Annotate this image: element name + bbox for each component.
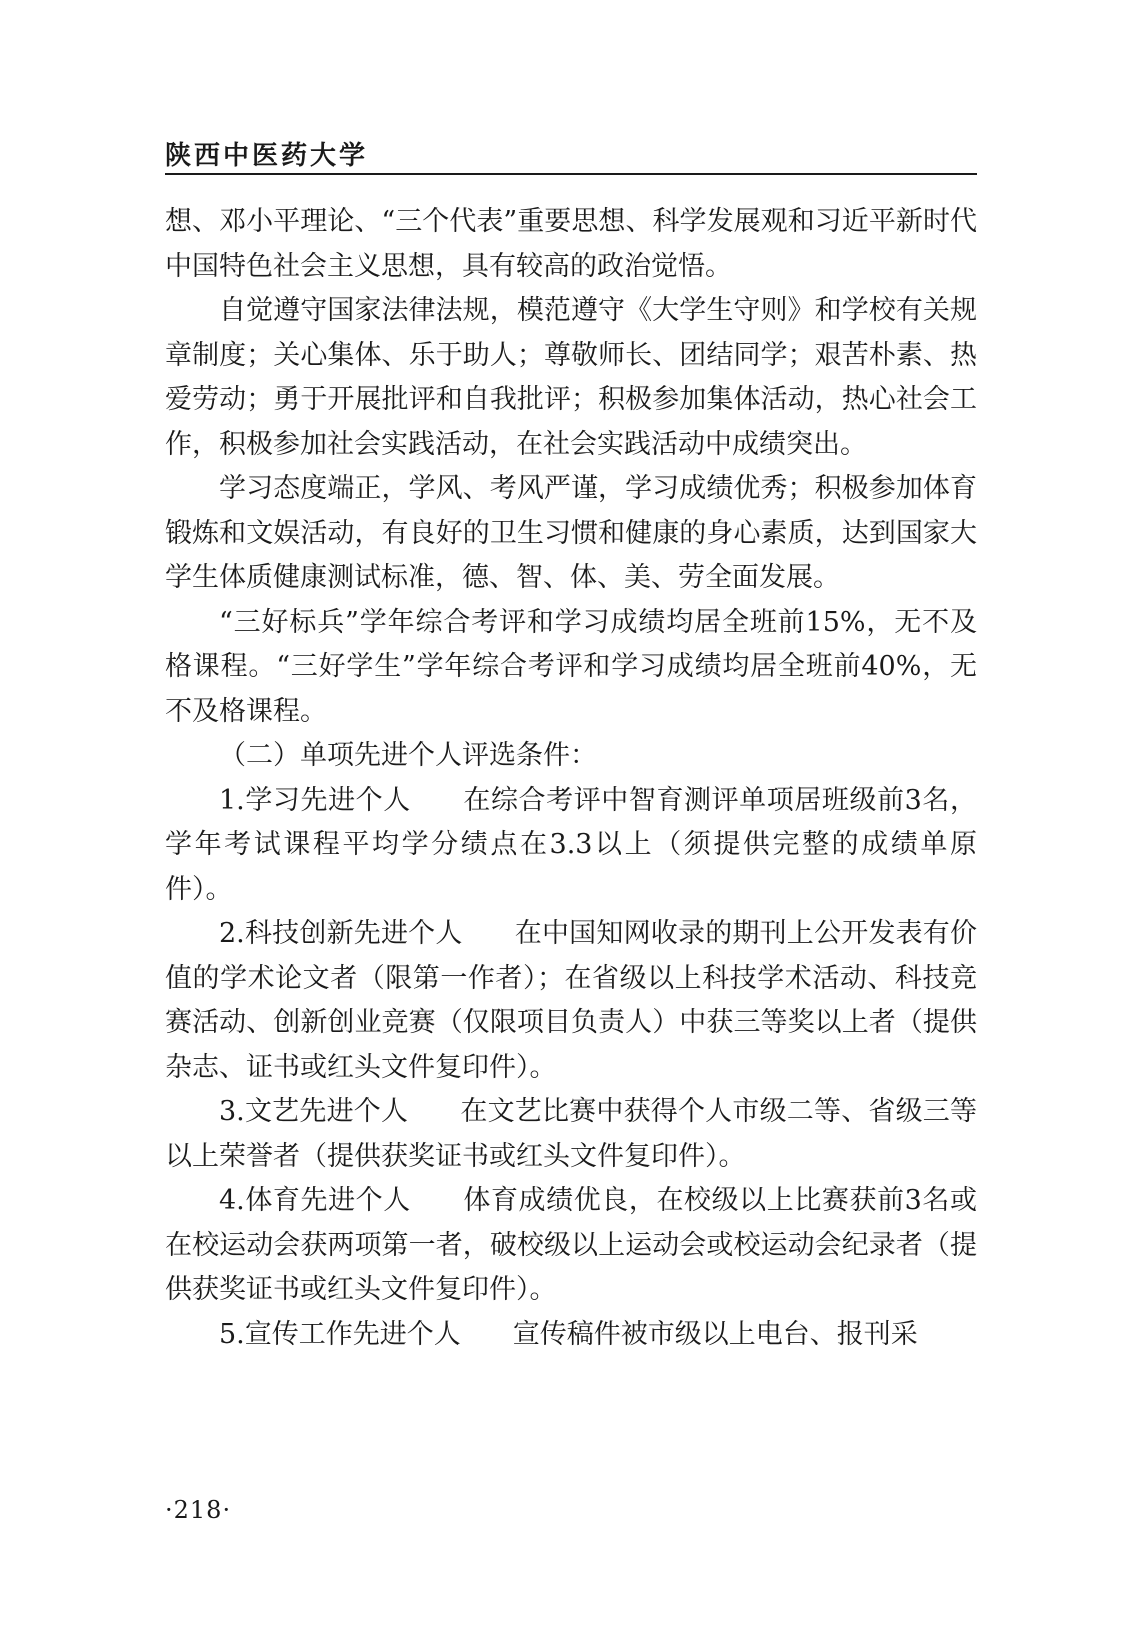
- list-item: [165, 779, 977, 913]
- list-item-text: 在文艺比赛中获得个人市级二等、省级三等以上荣誉者（提供获奖证书或红头文件复印件）。: [165, 1096, 977, 1172]
- section-heading: （二）单项先进个人评选条件：: [219, 740, 597, 771]
- page-number: ·218·: [165, 1496, 232, 1524]
- list-item-title: 1.学习先进个人: [219, 784, 411, 816]
- list-item-text: 在综合考评中智育测评单项居班级前3名，学年考试课程平均学分绩点在3.3以上（须提供完整的成绩单原件）。: [165, 784, 977, 905]
- list-item-title: 3.文艺先进个人: [219, 1096, 409, 1127]
- paragraph: 学习态度端正，学风、考风严谨，学习成绩优秀；积极参加体育锻炼和文娱活动，有良好的卫生习惯和健康的身心素质，达到国家大学生体质健康测试标准，德、智、体、美、劳全面发展。: [165, 473, 977, 593]
- list-item-title: 4.体育先进个人: [219, 1185, 411, 1216]
- list-item: [165, 912, 977, 1090]
- header-rule: [165, 173, 977, 175]
- paragraph: 想、邓小平理论、“三个代表”重要思想、科学发展观和习近平新时代中国特色社会主义思想，具有较高的政治觉悟。: [165, 206, 977, 282]
- paragraph: “三好标兵”学年综合考评和学习成绩均居全班前15%，无不及格课程。“三好学生”学年综合考评和学习成绩均居全班前40%，无不及格课程。: [165, 606, 977, 727]
- list-item: [165, 1179, 977, 1313]
- list-item: [165, 1313, 977, 1358]
- page-body: [165, 200, 977, 1357]
- list-item: [165, 1090, 977, 1179]
- paragraph: 自觉遵守国家法律法规，模范遵守《大学生守则》和学校有关规章制度；关心集体、乐于助人；尊敬师长、团结同学；艰苦朴素、热爱劳动；勇于开展批评和自我批评；积极参加集体活动，热心社会工作，积极参加社会实践活动，在社会实践活动中成绩突出。: [165, 295, 977, 460]
- running-header-title: 陕西中医药大学: [165, 141, 369, 171]
- list-item-text: 体育成绩优良，在校级以上比赛获前3名或在校运动会获两项第一者，破校级以上运动会或校运动会纪录者（提供获奖证书或红头文件复印件）。: [165, 1185, 977, 1305]
- running-header: [165, 138, 977, 174]
- list-item-title: 5.宣传工作先进个人: [219, 1318, 461, 1350]
- list-item-text: 宣传稿件被市级以上电台、报刊采: [512, 1318, 918, 1350]
- list-item-text: 在中国知网收录的期刊上公开发表有价值的学术论文者（限第一作者）；在省级以上科技学术活动、科技竞赛活动、创新创业竞赛（仅限项目负责人）中获三等奖以上者（提供杂志、证书或红头文件复印件）。: [165, 918, 977, 1083]
- list-item-title: 2.科技创新先进个人: [219, 918, 463, 949]
